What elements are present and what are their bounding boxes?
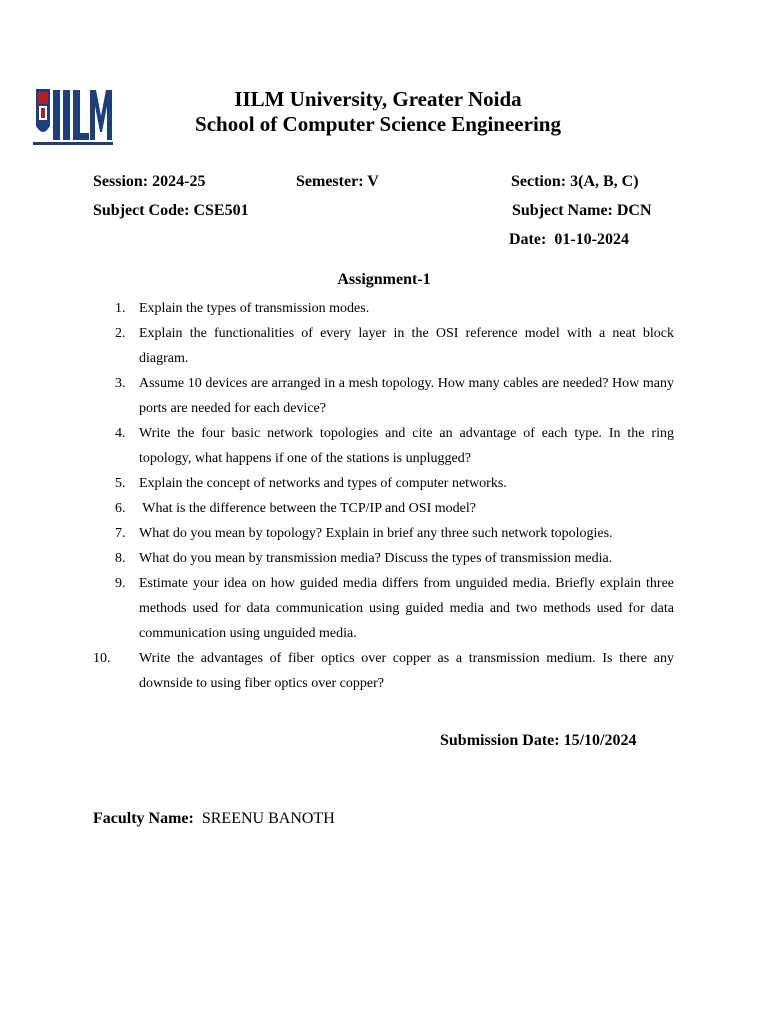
- question-list: [93, 296, 674, 696]
- question-item: 1. Explain the types of transmission modes.: [115, 301, 370, 316]
- section-label: Section:: [511, 173, 567, 190]
- subject-code-field: [93, 202, 249, 220]
- question-text: Write the four basic network topologies and cite an advantage of each type. In the ring topology, what happens if one of the stations is unplugged?: [139, 426, 674, 466]
- question-item: 4. Write the four basic network topologies and cite an advantage of each type. In the ring topology, what happens if one of the stations is unplugged?: [115, 426, 674, 466]
- question-text: Write the advantages of fiber optics over copper as a transmission medium. Is there any downside to using fiber optics over copper?: [139, 651, 674, 691]
- faculty-field: [93, 810, 335, 828]
- university-name: IILM University, Greater Noida: [234, 87, 522, 111]
- question-text: Assume 10 devices are arranged in a mesh topology. How many cables are needed? How many ports are needed for each device?: [139, 376, 674, 416]
- faculty-label: Faculty Name:: [93, 810, 194, 827]
- subject-name-label: Subject Name:: [512, 202, 613, 219]
- session-field: [93, 173, 205, 191]
- question-text: Explain the functionalities of every layer in the OSI reference model with a neat block diagram.: [139, 326, 674, 366]
- question-item: 5. Explain the concept of networks and types of computer networks.: [115, 476, 507, 491]
- question-item: 7. What do you mean by topology? Explain in brief any three such network topologies.: [115, 526, 613, 541]
- submission-date: [440, 732, 636, 750]
- question-text: Explain the concept of networks and types of computer networks.: [139, 476, 507, 491]
- assignment-title: Assignment-1: [337, 271, 431, 288]
- semester-value: V: [367, 173, 379, 190]
- faculty-value: SREENU BANOTH: [201, 810, 335, 827]
- semester-field: [296, 173, 379, 191]
- question-text: Estimate your idea on how guided media differs from unguided media. Briefly explain three methods used for data communication using guided media and two methods used for data communication using unguided media.: [139, 576, 674, 641]
- date-label: Date:: [509, 231, 547, 248]
- question-item: 8. What do you mean by transmission media? Discuss the types of transmission media.: [115, 551, 613, 566]
- subject-code-label: Subject Code:: [93, 202, 190, 219]
- question-text: What do you mean by transmission media? Discuss the types of transmission media.: [139, 551, 613, 566]
- question-text: What do you mean by topology? Explain in brief any three such network topologies.: [139, 526, 613, 541]
- subject-name-value: DCN: [616, 202, 652, 219]
- session-label: Session:: [93, 173, 149, 190]
- question-item: 6. What is the difference between the TCP/IP and OSI model?: [115, 501, 476, 516]
- subject-code-value: CSE501: [193, 202, 249, 219]
- date-field: [509, 231, 629, 249]
- question-item: 3. Assume 10 devices are arranged in a mesh topology. How many cables are needed? How many ports are needed for each device?: [115, 376, 674, 416]
- date-value: 01-10-2024: [554, 231, 629, 248]
- question-text: What is the difference between the TCP/IP and OSI model?: [139, 501, 476, 516]
- question-text: Explain the types of transmission modes.: [139, 301, 370, 316]
- question-item: 2. Explain the functionalities of every layer in the OSI reference model with a neat block diagram.: [115, 326, 674, 366]
- submission-value: 15/10/2024: [563, 732, 637, 749]
- semester-label: Semester:: [296, 173, 364, 190]
- subject-name-field: [512, 202, 652, 220]
- question-item: 10. Write the advantages of fiber optics over copper as a transmission medium. Is there any downside to using fiber optics over copper?: [93, 651, 674, 691]
- school-name: School of Computer Science Engineering: [195, 112, 561, 136]
- section-value: 3(A, B, C): [570, 173, 639, 190]
- section-field: [511, 173, 639, 191]
- session-value: 2024-25: [152, 173, 206, 190]
- submission-label: Submission Date:: [440, 732, 560, 749]
- question-item: 9. Estimate your idea on how guided media differs from unguided media. Briefly explain three methods used for data communication using guided media and two methods used for data communication using unguided media.: [115, 576, 674, 641]
